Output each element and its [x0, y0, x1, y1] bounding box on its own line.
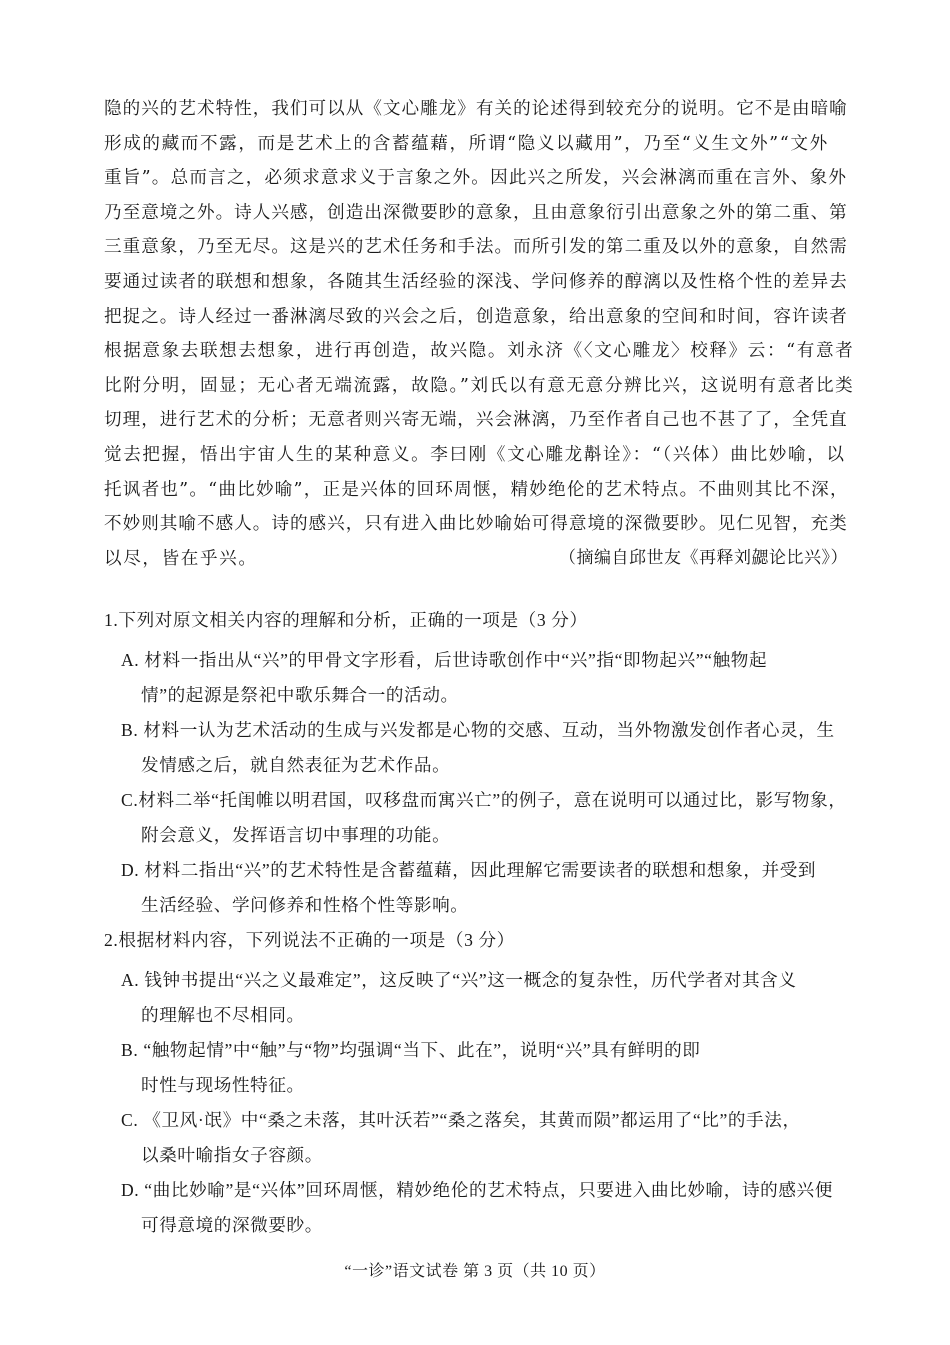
page-footer: “一诊”语文试卷 第 3 页（共 10 页）: [344, 1263, 606, 1280]
passage-line: 重旨”。总而言之，必须求意求义于言象之外。因此兴之所发，兴会淋漓而重在言外、象外: [104, 168, 848, 189]
option-a[interactable]: [104, 963, 856, 1033]
option-c[interactable]: [104, 783, 856, 853]
option-line: 以桑叶喻指女子容颜。: [141, 1145, 323, 1165]
passage-line: 根据意象去联想去想象，进行再创造，故兴隐。刘永济《〈文心雕龙〉校释》云：“有意者: [104, 341, 855, 362]
option-line: 时性与现场性特征。: [141, 1075, 305, 1095]
passage-line: 不妙则其喻不感人。诗的感兴，只有进入曲比妙喻始可得意境的深微要眇。见仁见智，充类: [104, 514, 848, 535]
passage-line: 觉去把握，悟出宇宙人生的某种意义。李曰刚《文心雕龙斠诠》：“（兴体）曲比妙喻，以: [104, 444, 846, 465]
passage-line: 三重意象，乃至无尽。这是兴的艺术任务和手法。而所引发的第二重及以外的意象，自然需: [104, 237, 848, 258]
question-stem: 1.下列对原文相关内容的理解和分析，正确的一项是（3 分）: [104, 610, 588, 630]
passage-line: 要通过读者的联想和想象，各随其生活经验的深浅、学问修养的醇漓以及性格个性的差异去: [104, 271, 848, 292]
option-b[interactable]: [104, 1033, 856, 1103]
option-line: A. 材料一指出从“兴”的甲骨文字形看，后世诗歌创作中“兴”指“即物起兴”“触物起: [121, 650, 768, 670]
option-line: C. 《卫风·氓》中“桑之未落，其叶沃若”“桑之落矣，其黄而陨”都运用了“比”的手法，: [121, 1110, 801, 1130]
passage-line: 形成的藏而不露，而是艺术上的含蓄蕴藉，所谓“隐义以藏用”，乃至“义生文外”“文外: [104, 133, 829, 154]
option-c[interactable]: [104, 1103, 856, 1173]
passage-line: 以尽，皆在乎兴。: [104, 548, 258, 569]
option-line: D. “曲比妙喻”是“兴体”回环周惬，精妙绝伦的艺术特点，只要进入曲比妙喻，诗的感兴便: [121, 1180, 833, 1200]
passage-line: 托讽者也”。“曲比妙喻”，正是兴体的回环周惬，精妙绝伦的艺术特点。不曲则其比不深，: [104, 479, 849, 500]
option-line: A. 钱钟书提出“兴之义最难定”，这反映了“兴”这一概念的复杂性，历代学者对其含义: [121, 970, 797, 990]
option-d[interactable]: [104, 1173, 856, 1243]
option-line: 可得意境的深微要眇。: [141, 1215, 323, 1235]
question-1: [104, 608, 856, 923]
reading-passage: [104, 92, 854, 576]
question-2: [104, 928, 856, 1243]
option-a[interactable]: [104, 643, 856, 713]
option-line: C.材料二举“托闺帷以明君国，叹移盘而寓兴亡”的例子，意在说明可以通过比，影写物象，: [121, 790, 847, 810]
option-line: B. 材料一认为艺术活动的生成与兴发都是心物的交感、互动，当外物激发创作者心灵，生: [121, 720, 835, 740]
source-citation: （摘编自邱世友《再释刘勰论比兴》）: [559, 548, 848, 567]
passage-line: 比附分明，固显；无心者无端流露，故隐。”刘氏以有意无意分辨比兴，这说明有意者比类: [104, 375, 855, 396]
passage-line: 乃至意境之外。诗人兴感，创造出深微要眇的意象，且由意象衍引出意象之外的第二重、第: [104, 202, 848, 223]
option-line: 情”的起源是祭祀中歌乐舞合一的活动。: [141, 685, 459, 705]
question-stem: 2.根据材料内容，下列说法不正确的一项是（3 分）: [104, 930, 515, 950]
option-line: 附会意义，发挥语言切中事理的功能。: [141, 825, 451, 845]
option-line: D. 材料二指出“兴”的艺术特性是含蓄蕴藉，因此理解它需要读者的联想和想象，并受到: [121, 860, 817, 880]
option-line: B. “触物起情”中“触”与“物”均强调“当下、此在”，说明“兴”具有鲜明的即: [121, 1040, 701, 1060]
option-line: 生活经验、学问修养和性格个性等影响。: [141, 895, 469, 915]
passage-line: 切理，进行艺术的分析；无意者则兴寄无端，兴会淋漓，乃至作者自己也不甚了了，全凭直: [104, 410, 848, 431]
passage-line: 隐的兴的艺术特性，我们可以从《文心雕龙》有关的论述得到较充分的说明。它不是由暗喻: [104, 99, 848, 119]
option-line: 的理解也不尽相同。: [141, 1005, 305, 1025]
option-line: 发情感之后，就自然表征为艺术作品。: [141, 755, 451, 775]
passage-line: 把捉之。诗人经过一番淋漓尽致的兴会之后，创造意象，给出意象的空间和时间，容许读者: [104, 306, 848, 327]
option-d[interactable]: [104, 853, 856, 923]
option-b[interactable]: [104, 713, 856, 783]
